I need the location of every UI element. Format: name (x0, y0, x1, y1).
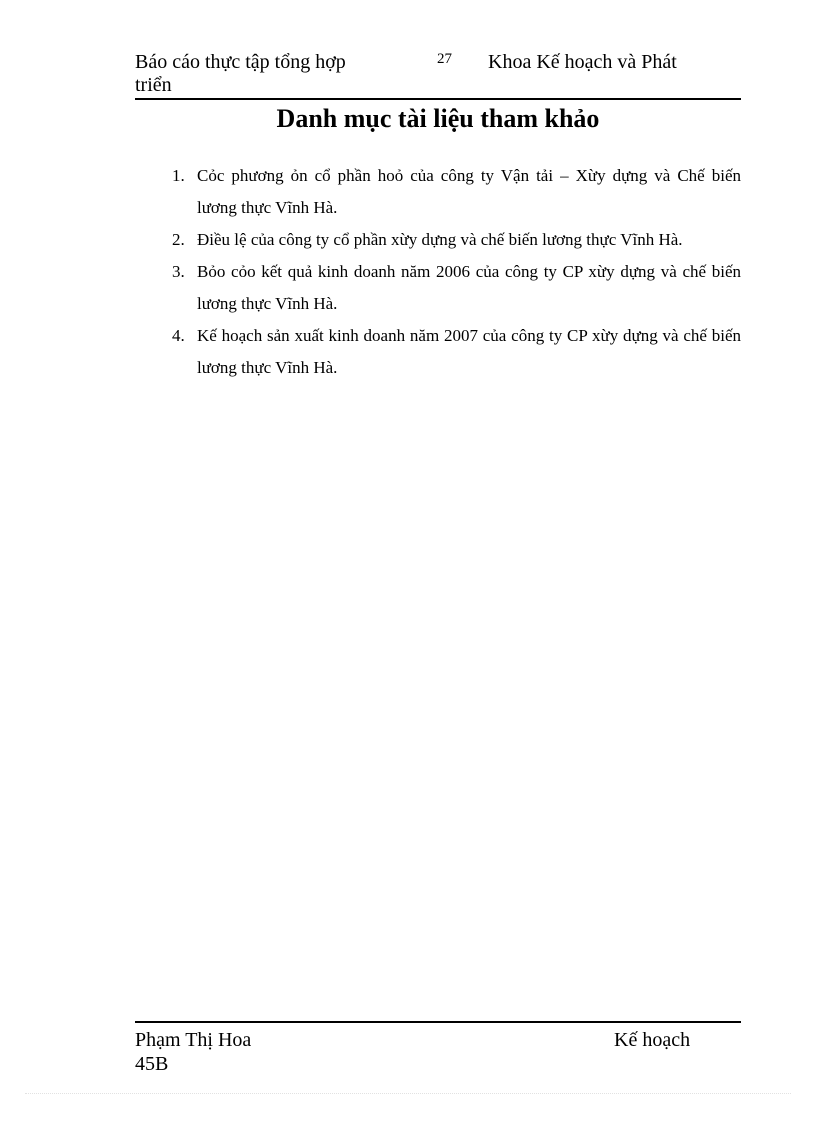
page-footer (135, 1026, 741, 1076)
reference-item (135, 320, 741, 384)
header-faculty-continued: triển (135, 74, 172, 96)
footer-divider (135, 1021, 741, 1023)
footer-department: Kế hoạch (614, 1029, 691, 1051)
reference-text: Kế hoạch sản xuất kinh doanh năm 2007 của công ty CP xừy dựng và chế biến lương thực Vĩnh Hà. (197, 326, 741, 377)
reference-text: Cỏc phương ỏn cổ phần hoỏ của công ty Vận tải – Xừy dựng và Chế biến lương thực Vĩnh Hà. (197, 166, 741, 217)
page-header (135, 48, 741, 98)
reference-number: 4. (172, 326, 185, 345)
reference-number: 1. (172, 166, 185, 185)
reference-number: 2. (172, 230, 185, 249)
reference-list (135, 160, 741, 384)
reference-text: Điều lệ của công ty cổ phần xừy dựng và chế biến lương thực Vĩnh Hà. (197, 230, 683, 249)
page-title: Danh mục tài liệu tham khảo (276, 104, 600, 133)
footer-class: 45B (135, 1053, 169, 1075)
reference-item (135, 160, 741, 224)
reference-text: Bỏo cỏo kết quả kinh doanh năm 2006 của công ty CP xừy dựng và chế biến lương thực Vĩnh Hà. (197, 262, 741, 313)
header-report-title: Báo cáo thực tập tổng hợp (135, 51, 346, 73)
header-page-number: 27 (437, 51, 452, 67)
header-faculty: Khoa Kế hoạch và Phát (488, 51, 677, 73)
reference-item (135, 256, 741, 320)
page-edge (25, 1093, 791, 1094)
reference-item (135, 224, 741, 256)
footer-author: Phạm Thị Hoa (135, 1029, 252, 1051)
reference-number: 3. (172, 262, 185, 281)
header-divider (135, 98, 741, 100)
